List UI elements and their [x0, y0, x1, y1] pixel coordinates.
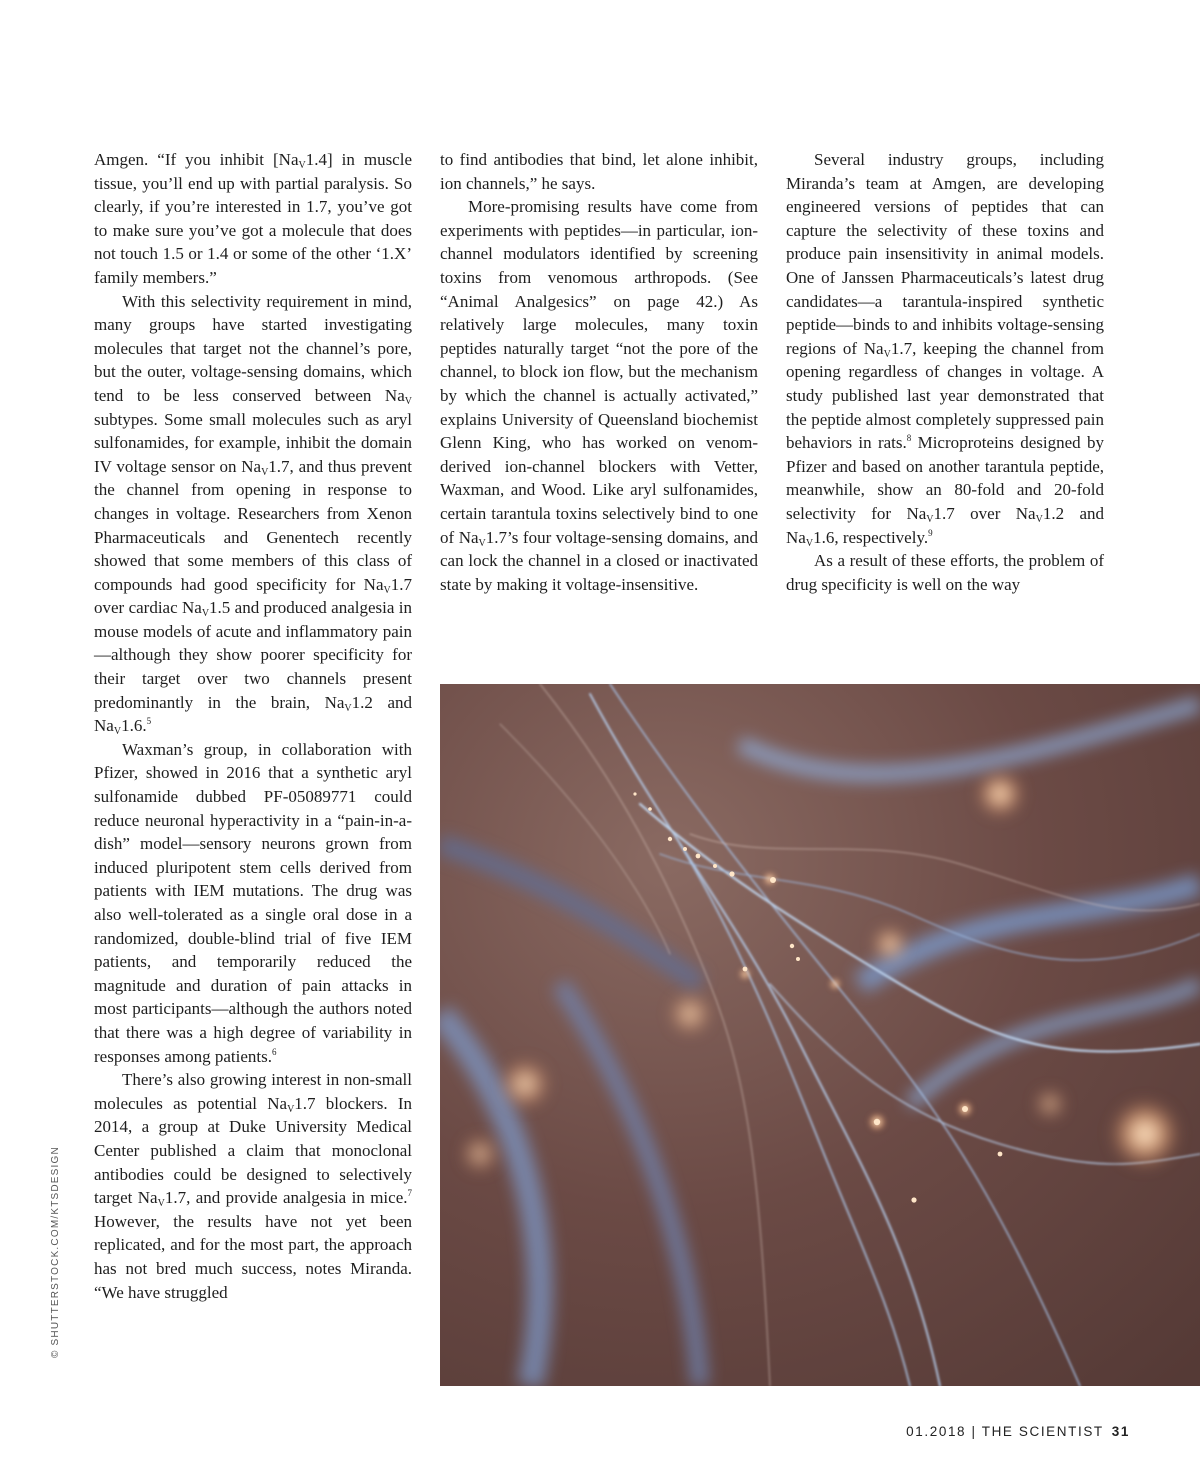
reference-marker: 5	[146, 716, 152, 727]
paragraph: More-promising results have come from experiments with peptides—in particular, ion-channel modulators identified by screening toxins from venomous arthropods. (See “Animal Analgesics” on page 42.) As relatively large molecules, many toxin peptides naturally target “not the pore of the channel, to block ion flow, but the mechanism by which the channel is actually activated,” explains University of Queensland biochemist Glenn King, who has worked on venom-derived ion-channel blockers with Vetter, Waxman, and Wood. Like aryl sulfonamides, certain tarantula toxins selectively bind to one of $Na_V1.7’s$ four voltage-sensing domains, and can lock the channel in a closed or inactivated state by making it voltage-insensitive.	[440, 197, 759, 594]
neural-fibers-image	[440, 684, 1200, 1386]
reference-marker: 9	[928, 527, 933, 538]
reference-marker: 7	[407, 1188, 412, 1199]
paragraph: to find antibodies that bind, let alone inhibit, ion channels,” he says.	[440, 150, 758, 193]
reference-marker: 6	[272, 1046, 277, 1057]
reference-marker: 8	[906, 433, 912, 444]
photo-credit: © SHUTTERSTOCK.COM/KTSDESIGN	[50, 1146, 61, 1358]
page-footer	[906, 1424, 1130, 1439]
text-column-2	[440, 148, 758, 596]
paragraph: Amgen. “If you inhibit $[Na_V1.4]$ in muscle tissue, you’ll end up with partial paralysis. So clearly, if you’re interested in 1.7, you’ve got to make sure you’ve got a molecule that does not touch 1.5 or 1.4 or some of the other ‘1.X’ family members.”	[94, 150, 412, 287]
text-column-3	[786, 148, 1104, 596]
paragraph: With this selectivity requirement in mind, many groups have started investigating molecules that target not the channel’s pore, but the outer, voltage-sensing domains, which tend to be less conserved between $Na_V$ subtypes. Some small molecules such as aryl sulfonamides, for example, inhibit the domain IV voltage sensor on $Na_V1.7$, and thus prevent the channel from opening in response to changes in voltage. Researchers from Xenon Pharmaceuticals and Genentech recently showed that some members of this class of compounds had good specificity for $Na_V1.7$ over cardiac $Na_V1.5$ and produced analgesia in mouse models of acute and inflammatory pain—although they show poorer specificity for their target over two channels present predominantly in the brain, $Na_V1.2$ and $Na_V1.6.^5$	[94, 291, 413, 738]
issue-and-magazine: 01.2018 | THE SCIENTIST	[906, 1424, 1104, 1439]
paragraph: Waxman’s group, in collaboration with Pfizer, showed in 2016 that a synthetic aryl sulfonamide dubbed PF-05089771 could reduce neuronal hyperactivity in a “pain-in-a-dish” model—sensory neurons grown from induced pluripotent stem cells derived from patients with IEM mutations. The drug was also well-tolerated as a single oral dose in a randomized, double-blind trial of five IEM patients, and temporarily reduced the magnitude and duration of pain attacks in most participants—although the authors noted that there was a high degree of variability in responses among patients.$^6$	[94, 739, 412, 1066]
paragraph: As a result of these efforts, the problem of drug specificity is well on the way	[786, 551, 1104, 594]
page-number: 31	[1111, 1424, 1130, 1439]
paragraph: Several industry groups, including Miranda’s team at Amgen, are developing engineered versions of peptides that can capture the selectivity of these toxins and produce pain insensitivity in animal models. One of Janssen Pharmaceuticals’s latest drug candidates—a tarantula-inspired synthetic peptide—binds to and inhibits voltage-sensing regions of $Na_V1.7$, keeping the channel from opening regardless of changes in voltage. A study published last year demonstrated that the peptide almost completely suppressed pain behaviors in rats.$^8$ Microproteins designed by Pfizer and based on another tarantula peptide, meanwhile, show an 80-fold and 20-fold selectivity for $Na_V1.7$ over $Na_V1.2$ and $Na_V1.6$, respectively.$^9$	[786, 150, 1105, 549]
text-column-1	[94, 148, 412, 1304]
paragraph: There’s also growing interest in non-small molecules as potential $Na_V1.7$ blockers. In 2014, a group at Duke University Medical Center published a claim that monoclonal antibodies could be designed to selectively target $Na_V1.7$, and provide analgesia in mice.$^7$ However, the results have not yet been replicated, and for the most part, the approach has not bred much success, notes Miranda. “We have struggled	[94, 1070, 412, 1302]
